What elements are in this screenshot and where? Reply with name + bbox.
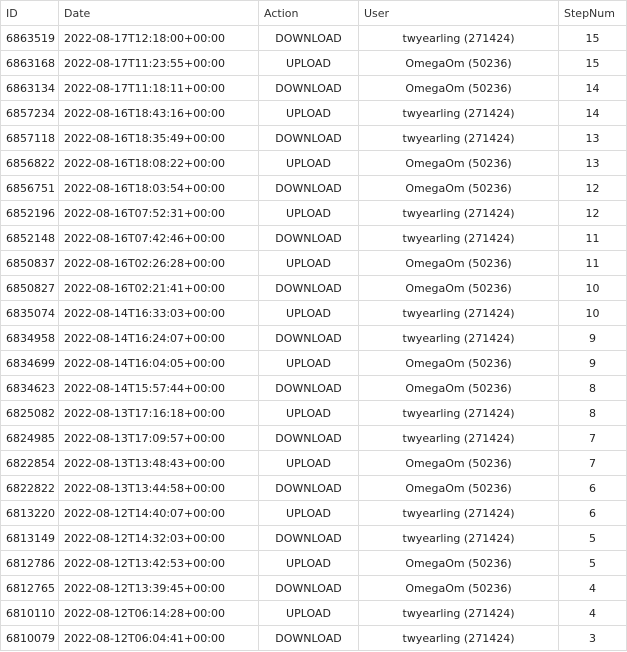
table-row[interactable] <box>1 526 627 551</box>
cell-action: UPLOAD <box>259 51 359 76</box>
cell-user: twyearling (271424) <box>359 226 559 251</box>
cell-id: 6822822 <box>1 476 59 501</box>
cell-stepnum: 4 <box>559 601 627 626</box>
cell-stepnum: 15 <box>559 51 627 76</box>
table-row[interactable] <box>1 401 627 426</box>
cell-user: twyearling (271424) <box>359 601 559 626</box>
cell-user: OmegaOm (50236) <box>359 76 559 101</box>
cell-action: UPLOAD <box>259 251 359 276</box>
cell-stepnum: 9 <box>559 351 627 376</box>
cell-action: DOWNLOAD <box>259 276 359 301</box>
cell-date: 2022-08-12T13:39:45+00:00 <box>59 576 259 601</box>
cell-stepnum: 6 <box>559 501 627 526</box>
table-row[interactable] <box>1 26 627 51</box>
table-row[interactable] <box>1 76 627 101</box>
cell-id: 6863134 <box>1 76 59 101</box>
cell-user: twyearling (271424) <box>359 326 559 351</box>
cell-stepnum: 6 <box>559 476 627 501</box>
cell-user: OmegaOm (50236) <box>359 176 559 201</box>
table-row[interactable] <box>1 351 627 376</box>
cell-date: 2022-08-14T16:24:07+00:00 <box>59 326 259 351</box>
table-row[interactable] <box>1 101 627 126</box>
table-row[interactable] <box>1 301 627 326</box>
cell-user: twyearling (271424) <box>359 301 559 326</box>
table-row[interactable] <box>1 501 627 526</box>
cell-action: DOWNLOAD <box>259 226 359 251</box>
cell-date: 2022-08-12T14:32:03+00:00 <box>59 526 259 551</box>
cell-action: UPLOAD <box>259 451 359 476</box>
cell-user: OmegaOm (50236) <box>359 151 559 176</box>
cell-id: 6852196 <box>1 201 59 226</box>
cell-id: 6834623 <box>1 376 59 401</box>
cell-id: 6834958 <box>1 326 59 351</box>
table-row[interactable] <box>1 201 627 226</box>
cell-stepnum: 5 <box>559 551 627 576</box>
cell-date: 2022-08-12T06:04:41+00:00 <box>59 626 259 651</box>
cell-date: 2022-08-13T17:09:57+00:00 <box>59 426 259 451</box>
cell-user: OmegaOm (50236) <box>359 351 559 376</box>
cell-user: twyearling (271424) <box>359 201 559 226</box>
cell-id: 6825082 <box>1 401 59 426</box>
cell-stepnum: 13 <box>559 126 627 151</box>
cell-date: 2022-08-13T13:48:43+00:00 <box>59 451 259 476</box>
cell-action: UPLOAD <box>259 301 359 326</box>
cell-user: twyearling (271424) <box>359 501 559 526</box>
cell-user: twyearling (271424) <box>359 401 559 426</box>
cell-user: OmegaOm (50236) <box>359 451 559 476</box>
cell-id: 6824985 <box>1 426 59 451</box>
column-header-user[interactable]: User <box>359 1 559 26</box>
cell-action: DOWNLOAD <box>259 476 359 501</box>
cell-date: 2022-08-16T18:35:49+00:00 <box>59 126 259 151</box>
table-row[interactable] <box>1 251 627 276</box>
cell-date: 2022-08-16T18:03:54+00:00 <box>59 176 259 201</box>
cell-id: 6812786 <box>1 551 59 576</box>
cell-user: OmegaOm (50236) <box>359 576 559 601</box>
table-row[interactable] <box>1 276 627 301</box>
cell-id: 6852148 <box>1 226 59 251</box>
cell-id: 6856822 <box>1 151 59 176</box>
cell-user: twyearling (271424) <box>359 626 559 651</box>
cell-date: 2022-08-14T16:04:05+00:00 <box>59 351 259 376</box>
table-row[interactable] <box>1 226 627 251</box>
cell-action: UPLOAD <box>259 351 359 376</box>
cell-action: UPLOAD <box>259 101 359 126</box>
cell-date: 2022-08-14T16:33:03+00:00 <box>59 301 259 326</box>
cell-id: 6850827 <box>1 276 59 301</box>
cell-stepnum: 14 <box>559 76 627 101</box>
cell-id: 6835074 <box>1 301 59 326</box>
cell-user: OmegaOm (50236) <box>359 276 559 301</box>
cell-date: 2022-08-13T17:16:18+00:00 <box>59 401 259 426</box>
cell-action: DOWNLOAD <box>259 426 359 451</box>
cell-id: 6863519 <box>1 26 59 51</box>
cell-action: DOWNLOAD <box>259 176 359 201</box>
cell-id: 6863168 <box>1 51 59 76</box>
table-row[interactable] <box>1 551 627 576</box>
cell-id: 6822854 <box>1 451 59 476</box>
column-header-id[interactable]: ID <box>1 1 59 26</box>
cell-stepnum: 11 <box>559 226 627 251</box>
cell-stepnum: 13 <box>559 151 627 176</box>
cell-stepnum: 10 <box>559 301 627 326</box>
cell-action: DOWNLOAD <box>259 576 359 601</box>
cell-action: DOWNLOAD <box>259 376 359 401</box>
cell-date: 2022-08-16T02:26:28+00:00 <box>59 251 259 276</box>
table-row[interactable] <box>1 376 627 401</box>
cell-user: twyearling (271424) <box>359 526 559 551</box>
cell-date: 2022-08-17T12:18:00+00:00 <box>59 26 259 51</box>
header-row <box>1 1 627 26</box>
table-header <box>1 1 627 26</box>
cell-id: 6813149 <box>1 526 59 551</box>
cell-stepnum: 12 <box>559 201 627 226</box>
cell-id: 6857234 <box>1 101 59 126</box>
cell-stepnum: 8 <box>559 401 627 426</box>
cell-stepnum: 5 <box>559 526 627 551</box>
column-header-stepnum[interactable]: StepNum <box>559 1 627 26</box>
cell-user: OmegaOm (50236) <box>359 376 559 401</box>
cell-action: UPLOAD <box>259 201 359 226</box>
table-row[interactable] <box>1 601 627 626</box>
cell-action: UPLOAD <box>259 401 359 426</box>
cell-action: DOWNLOAD <box>259 626 359 651</box>
cell-date: 2022-08-16T18:08:22+00:00 <box>59 151 259 176</box>
cell-user: OmegaOm (50236) <box>359 51 559 76</box>
table-row[interactable] <box>1 626 627 651</box>
cell-user: OmegaOm (50236) <box>359 551 559 576</box>
cell-action: DOWNLOAD <box>259 126 359 151</box>
cell-date: 2022-08-17T11:23:55+00:00 <box>59 51 259 76</box>
cell-stepnum: 7 <box>559 426 627 451</box>
cell-stepnum: 4 <box>559 576 627 601</box>
cell-action: UPLOAD <box>259 601 359 626</box>
table-row[interactable] <box>1 176 627 201</box>
cell-date: 2022-08-12T13:42:53+00:00 <box>59 551 259 576</box>
cell-id: 6812765 <box>1 576 59 601</box>
cell-date: 2022-08-14T15:57:44+00:00 <box>59 376 259 401</box>
table-row[interactable] <box>1 476 627 501</box>
cell-date: 2022-08-16T07:52:31+00:00 <box>59 201 259 226</box>
cell-date: 2022-08-12T06:14:28+00:00 <box>59 601 259 626</box>
cell-user: OmegaOm (50236) <box>359 251 559 276</box>
cell-date: 2022-08-13T13:44:58+00:00 <box>59 476 259 501</box>
table-row[interactable] <box>1 51 627 76</box>
cell-date: 2022-08-16T07:42:46+00:00 <box>59 226 259 251</box>
cell-user: twyearling (271424) <box>359 101 559 126</box>
column-header-date[interactable]: Date <box>59 1 259 26</box>
table-body <box>1 26 627 651</box>
cell-stepnum: 12 <box>559 176 627 201</box>
cell-id: 6850837 <box>1 251 59 276</box>
cell-date: 2022-08-16T18:43:16+00:00 <box>59 101 259 126</box>
table-row[interactable] <box>1 451 627 476</box>
cell-user: twyearling (271424) <box>359 26 559 51</box>
cell-stepnum: 7 <box>559 451 627 476</box>
cell-id: 6810079 <box>1 626 59 651</box>
column-header-action[interactable]: Action <box>259 1 359 26</box>
cell-id: 6813220 <box>1 501 59 526</box>
cell-stepnum: 15 <box>559 26 627 51</box>
cell-id: 6856751 <box>1 176 59 201</box>
table-row[interactable] <box>1 426 627 451</box>
cell-stepnum: 3 <box>559 626 627 651</box>
cell-stepnum: 9 <box>559 326 627 351</box>
cell-id: 6857118 <box>1 126 59 151</box>
table-row[interactable] <box>1 326 627 351</box>
cell-id: 6810110 <box>1 601 59 626</box>
cell-date: 2022-08-12T14:40:07+00:00 <box>59 501 259 526</box>
cell-stepnum: 10 <box>559 276 627 301</box>
cell-stepnum: 11 <box>559 251 627 276</box>
cell-action: DOWNLOAD <box>259 76 359 101</box>
cell-stepnum: 8 <box>559 376 627 401</box>
cell-action: DOWNLOAD <box>259 26 359 51</box>
cell-action: DOWNLOAD <box>259 326 359 351</box>
cell-user: twyearling (271424) <box>359 126 559 151</box>
cell-id: 6834699 <box>1 351 59 376</box>
cell-action: UPLOAD <box>259 151 359 176</box>
table-row[interactable] <box>1 126 627 151</box>
cell-action: DOWNLOAD <box>259 526 359 551</box>
table-row[interactable] <box>1 576 627 601</box>
cell-date: 2022-08-16T02:21:41+00:00 <box>59 276 259 301</box>
cell-stepnum: 14 <box>559 101 627 126</box>
table-row[interactable] <box>1 151 627 176</box>
cell-action: UPLOAD <box>259 501 359 526</box>
cell-date: 2022-08-17T11:18:11+00:00 <box>59 76 259 101</box>
cell-user: OmegaOm (50236) <box>359 476 559 501</box>
cell-action: UPLOAD <box>259 551 359 576</box>
cell-user: twyearling (271424) <box>359 426 559 451</box>
